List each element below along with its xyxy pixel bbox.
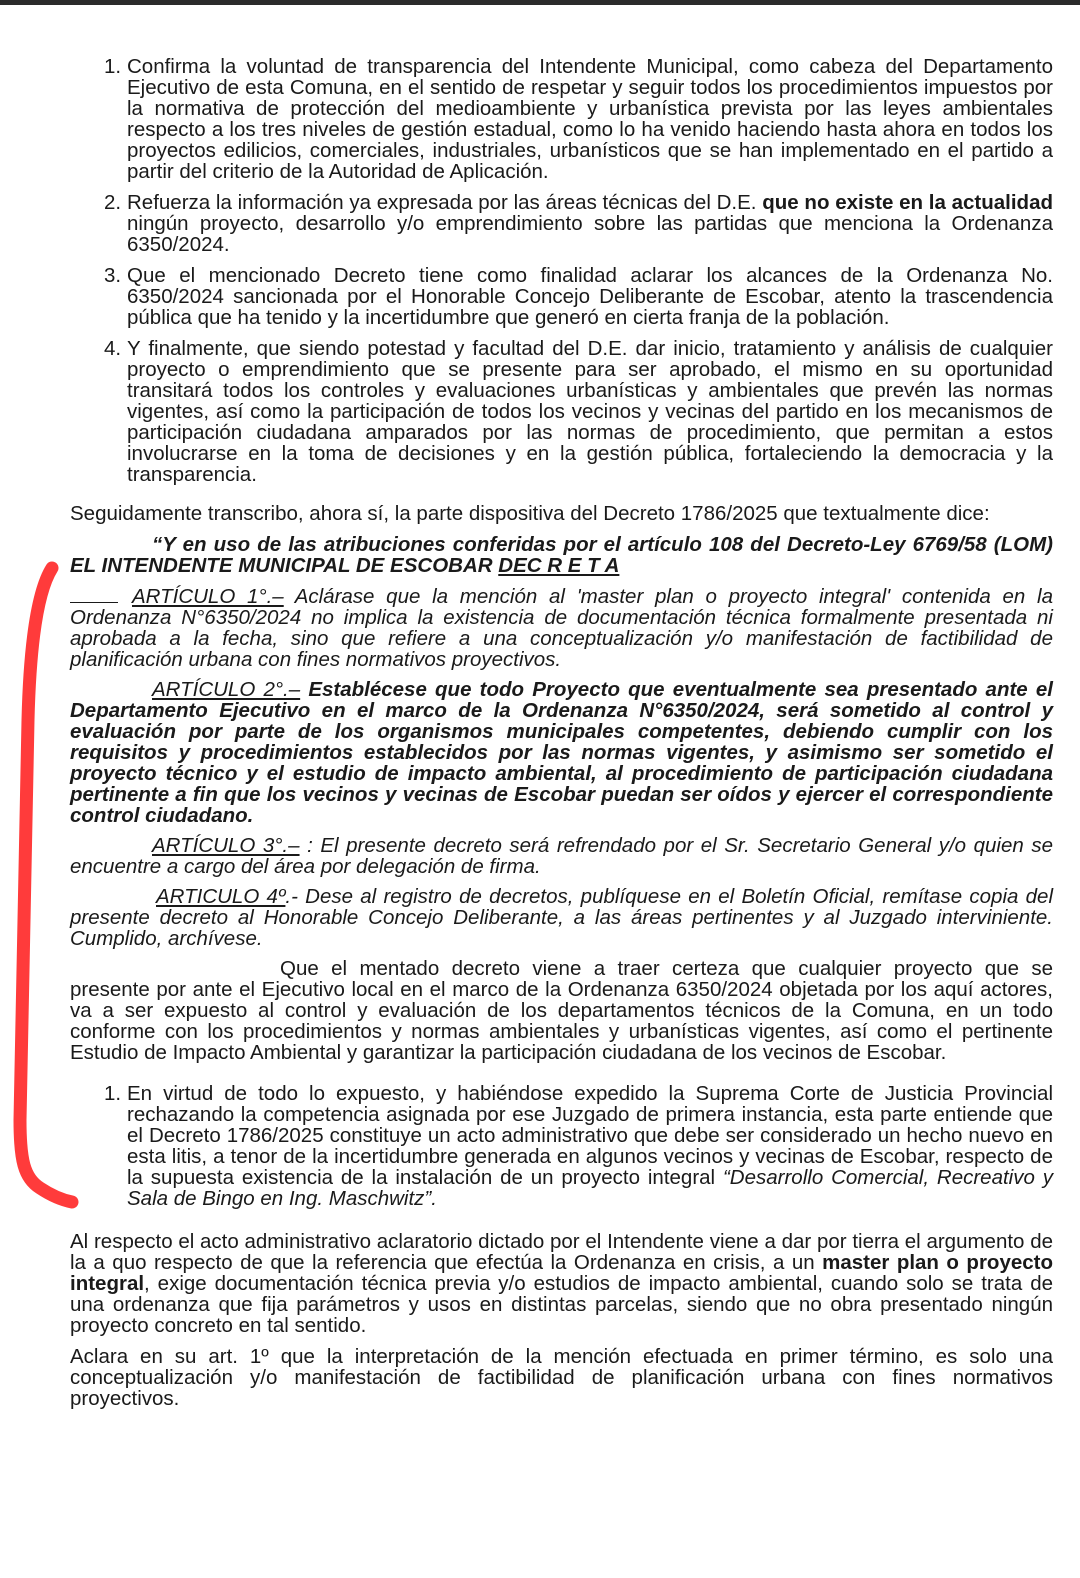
list-item-text: ningún proyecto, desarrollo y/o emprendimiento sobre las partidas que menciona la Ordenanza 6350/2024. bbox=[127, 212, 1053, 256]
closing-paragraph-2: Aclara en su art. 1º que la interpretación de la mención efectuada en primer término, es solo una conceptualización y/o manifestación de factibilidad de planificación urbana con fines normativos proyectivos. bbox=[70, 1345, 1053, 1410]
list-item bbox=[70, 192, 1053, 255]
closing-text: , exige documentación técnica previa y/o estudios de impacto ambiental, cuando solo se trata de una ordenanza que fija parámetros y usos en distintas parcelas, siendo que no obra presentado ningún proyecto concreto en tal sentido. bbox=[70, 1272, 1053, 1337]
intro-paragraph: Seguidamente transcribo, ahora sí, la parte dispositiva del Decreto 1786/2025 que textualmente dice: bbox=[70, 502, 990, 525]
list-number: 4. bbox=[104, 337, 122, 360]
list-item bbox=[70, 338, 1053, 485]
article-3-text: : El presente decreto será refrendado por el Sr. Secretario General y/o quien se encuentre a cargo del área por delegación de firma. bbox=[70, 834, 1053, 878]
bold-phrase: que no existe en la actualidad bbox=[762, 191, 1053, 214]
list-number: 3. bbox=[104, 264, 122, 287]
leader-line bbox=[70, 601, 118, 603]
article-4 bbox=[70, 886, 1053, 949]
document-page bbox=[70, 56, 1053, 1419]
article-1 bbox=[70, 586, 1053, 670]
article-3-label: ARTÍCULO 3°.– bbox=[152, 834, 300, 857]
article-1-label: ARTÍCULO 1°.– bbox=[132, 585, 284, 608]
top-border bbox=[0, 0, 1080, 5]
bold-phrase: master plan o proyecto integral bbox=[70, 1251, 1054, 1295]
article-2 bbox=[70, 679, 1053, 826]
article-4-text: .- Dese al registro de decretos, publíquese en el Boletín Oficial, remítase copia del presente decreto al Honorable Concejo Deliberante, a las áreas pertinentes y al Juzgado interviniente. Cumplido, archívese. bbox=[70, 885, 1053, 950]
after-decree-paragraph: Que el mentado decreto viene a traer certeza que cualquier proyecto que se presente por ante el Ejecutivo local en el marco de la Ordenanza 6350/2024 objetada por los aquí actores, va a ser expuesto al control y evaluación de los departamentos técnicos de la Comuna, en un todo conforme con los procedimientos y normas ambientales y urbanísticas vigentes, así como el pertinente Estudio de Impacto Ambiental y garantizar la participación ciudadana de los vecinos de Escobar. bbox=[70, 957, 1053, 1064]
list-item-text: Confirma la voluntad de transparencia del Intendente Municipal, como cabeza del Departamento Ejecutivo de esta Comuna, en el sentido de respetar y seguir todos los procedimientos impuestos por la normativa de protección del medioambiente y urbanística prevista por las leyes ambientales respecto a los tres niveles de gestión estadual, como lo ha venido haciendo hasta ahora en todos los proyectos edilicios, comerciales, industriales, urbanísticos que se han implementado en el partido a partir del criterio de la Autoridad de Aplicación. bbox=[127, 55, 1053, 183]
closing-paragraph-1 bbox=[70, 1231, 1053, 1336]
list-number: 1. bbox=[104, 1082, 122, 1105]
project-name: “Desarrollo Comercial, Recreativo y Sala de Bingo en Ing. Maschwitz”. bbox=[127, 1166, 1053, 1210]
article-4-label: ARTICULO 4º bbox=[156, 885, 286, 908]
list-item-text: Refuerza la información ya expresada por las áreas técnicas del D.E. bbox=[127, 191, 763, 214]
closing-text: Al respecto el acto administrativo aclaratorio dictado por el Intendente viene a dar por tierra el argumento de la a quo respecto de que la referencia que efectúa la Ordenanza en crisis, a un bbox=[70, 1230, 1053, 1274]
list-item-text: Que el mencionado Decreto tiene como finalidad aclarar los alcances de la Ordenanza No. 6350/2024 sancionada por el Honorable Concejo Deliberante de Escobar, atento la trascendencia pública que ha tenido y la incertidumbre que generó en cierta franja de la población. bbox=[127, 264, 1053, 329]
decree-heading-text: “Y en uso de las atribuciones conferidas por el artículo 108 del Decreto-Ley 6769/58 (LOM) EL INTENDENTE MUNICIPAL DE ESCOBAR bbox=[70, 533, 1053, 577]
article-2-label: ARTÍCULO 2°.– bbox=[152, 678, 301, 701]
decree-heading bbox=[70, 534, 1053, 576]
article-1-text: Aclárase que la mención al 'master plan o proyecto integral' contenida en la Ordenanza N°6350/2024 no implica la existencia de documentación técnica formalmente presentada ni aprobada a la fecha, sino que refiere a una conceptualización y/o manifestación de factibilidad de planificación urbana con fines normativos proyectivos. bbox=[70, 585, 1053, 671]
list-item bbox=[70, 56, 1053, 182]
list-number: 1. bbox=[104, 55, 122, 78]
decree-verb: DEC R E T A bbox=[498, 554, 620, 577]
article-3 bbox=[70, 835, 1053, 877]
list-item bbox=[70, 265, 1053, 328]
list-item-text: Y finalmente, que siendo potestad y facultad del D.E. dar inicio, tratamiento y análisis de cualquier proyecto o emprendimiento que se presente para ser aprobado, el mismo en su oportunidad transitará todos los controles y evaluaciones urbanísticas y ambientales que prevén las normas vigentes, así como la participación de todos los vecinos y vecinas del partido en los mecanismos de participación ciudadana amparados por las normas de procedimiento, que permitan a estos involucrarse en la toma de decisiones y en la gestión pública, fortaleciendo la democracia y la transparencia. bbox=[127, 337, 1053, 486]
article-2-text: Establécese que todo Proyecto que eventualmente sea presentado ante el Departamento Ejecutivo en el marco de la Ordenanza N°6350/2024, será sometido al control y evaluación por parte de los organismos municipales competentes, debiendo cumplir con los requisitos y procedimientos establecidos por las normas vigentes, y asimismo ser sometido el proyecto técnico y el estudio de impacto ambiental, al procedimiento de participación ciudadana pertinente a fin que los vecinos y vecinas de Escobar puedan ser oídos y ejercer el correspondiente control ciudadano. bbox=[70, 678, 1053, 827]
list-item bbox=[70, 1083, 1053, 1209]
list-number: 2. bbox=[104, 191, 122, 214]
list-item-text: En virtud de todo lo expuesto, y habiéndose expedido la Suprema Corte de Justicia Provincial rechazando la competencia asignada por ese Juzgado de primera instancia, esta parte entiende que el Decreto 1786/2025 constituye un acto administrativo que debe ser considerado un hecho nuevo en esta litis, a tenor de la incertidumbre generada en algunos vecinos y vecinas de Escobar, respecto de la supuesta existencia de la instalación de un proyecto integral bbox=[127, 1082, 1053, 1189]
